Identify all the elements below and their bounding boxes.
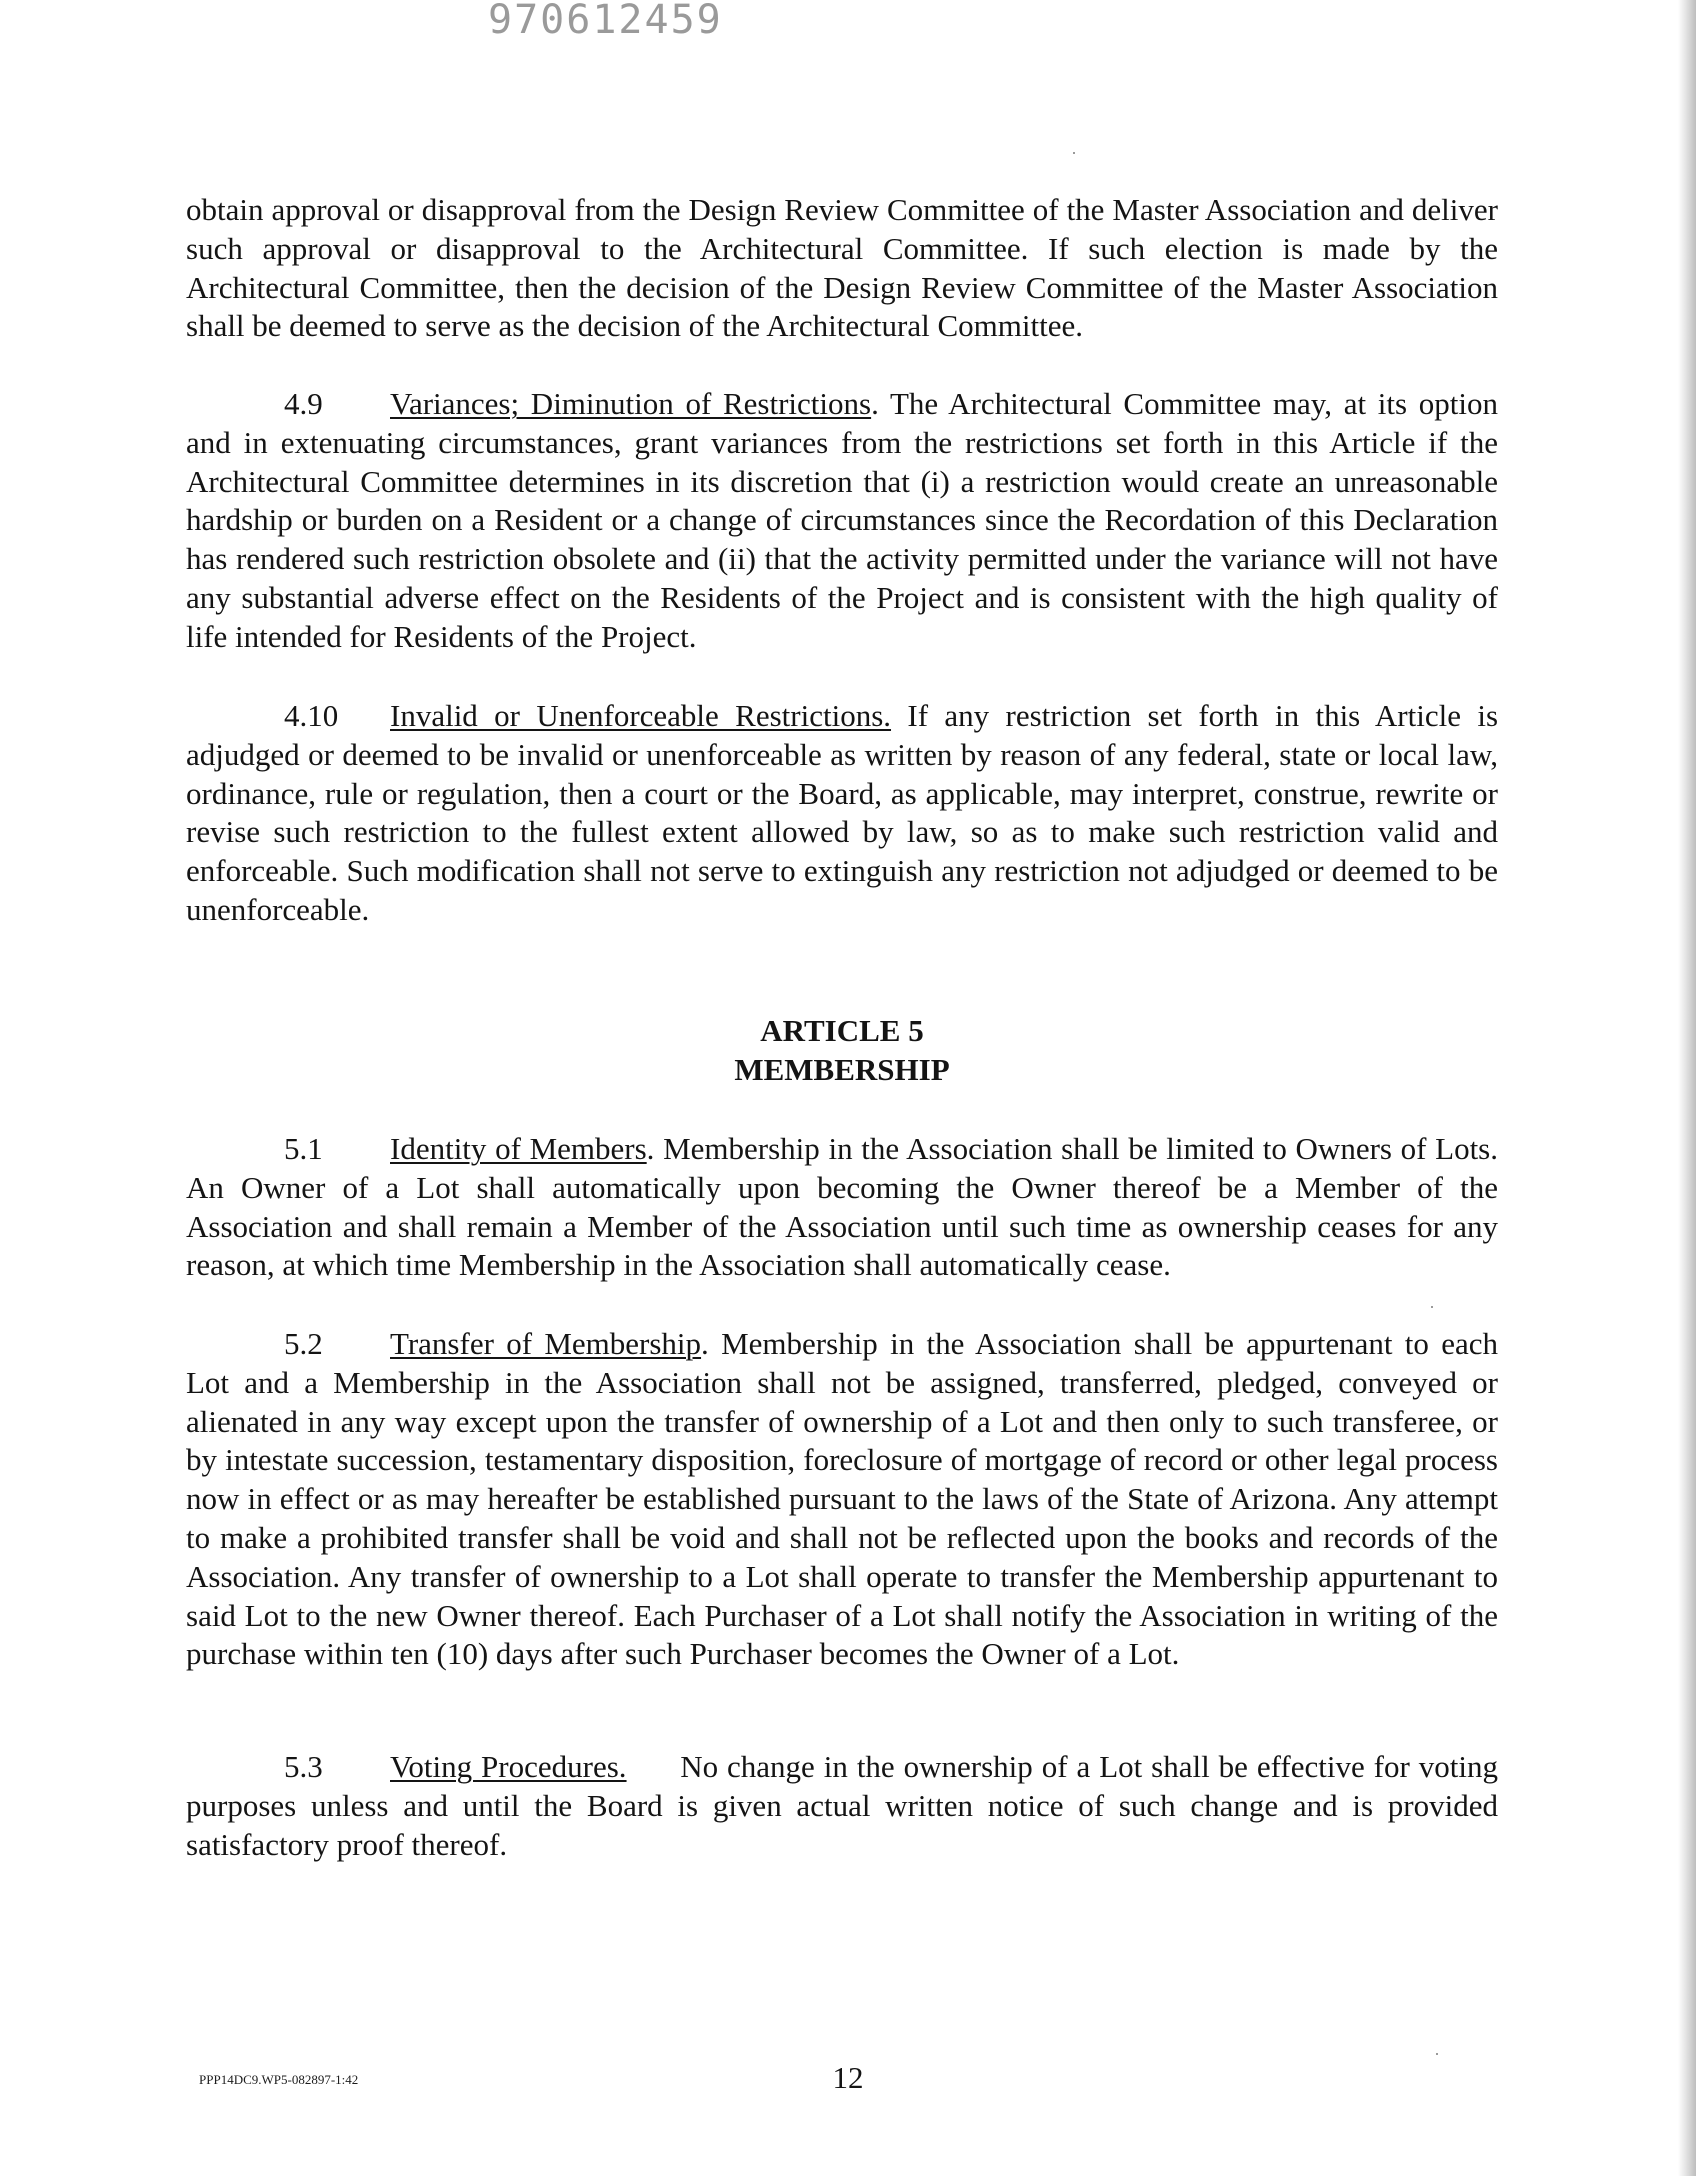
section-heading: Transfer of Membership: [390, 1326, 702, 1361]
section-4-9: [186, 385, 1498, 657]
section-text: No change in the ownership of a Lot shall be effective for voting purposes unless and until the Board is given actual written notice of such change and is provided satisfactory proof thereof.: [186, 1749, 1506, 1862]
section-number: 5.1: [284, 1131, 323, 1166]
article-title: MEMBERSHIP: [734, 1052, 950, 1087]
section-number: 4.10: [284, 698, 339, 733]
section-heading-punct: .: [871, 386, 879, 421]
section-heading: Identity of Members: [390, 1131, 647, 1166]
section-heading-punct: .: [701, 1326, 709, 1361]
section-5-3: [186, 1748, 1506, 1864]
footer-document-code: PPP14DC9.WP5-082897-1:42: [199, 2072, 359, 2087]
section-number: 5.3: [284, 1749, 323, 1784]
section-5-1: [186, 1130, 1498, 1285]
page-number: 12: [832, 2060, 864, 2095]
section-text: The Architectural Committee may, at its option and in extenuating circumstances, grant variances from the restrictions set forth in this Article if the Architectural Committee determines in its discretion that (i) a restriction would create an unreasonable hardship or burden on a Resident or a change of circumstances since the Recordation of this Declaration has rendered such restriction obsolete and (ii) that the activity permitted under the variance will not have any substantial adverse effect on the Residents of the Project and is consistent with the high quality of life intended for Residents of the Project.: [186, 386, 1498, 654]
section-text: Membership in the Association shall be appurtenant to each Lot and a Membership in the Association shall not be assigned, transferred, pledged, conveyed or alienated in any way except upon the transfer of ownership of a Lot and then only to such transferee, or by intestate succession, testamentary disposition, foreclosure of mortgage of record or other legal process now in effect or as may hereafter be established pursuant to the laws of the State of Arizona. Any attempt to make a prohibited transfer shall be void and shall not be reflected upon the books and records of the Association. Any transfer of ownership to a Lot shall operate to transfer the Membership appurtenant to said Lot to the new Owner thereof. Each Purchaser of a Lot shall notify the Association in writing of the purchase within ten (10) days after such Purchaser becomes the Owner of a Lot.: [186, 1326, 1498, 1672]
section-text: Membership in the Association shall be limited to Owners of Lots. An Owner of a Lot shall automatically upon becoming the Owner thereof be a Member of the Association and shall remain a Member of the Association until such time as ownership ceases for any reason, at which time Membership in the Association shall automatically cease.: [186, 1131, 1498, 1283]
article-label: ARTICLE 5: [760, 1013, 924, 1048]
section-5-2: [186, 1325, 1498, 1674]
section-number: 5.2: [284, 1326, 323, 1361]
paragraph-continuation: [186, 191, 1498, 346]
section-4-10: [186, 697, 1498, 930]
section-heading-punct: .: [646, 1131, 655, 1166]
scan-speck: [1073, 152, 1075, 154]
scan-edge-shadow: [1678, 0, 1696, 2176]
document-stamp-number: 970612459: [488, 0, 723, 43]
section-heading: Invalid or Unenforceable Restrictions.: [390, 698, 892, 733]
section-text: If any restriction set forth in this Article is adjudged or deemed to be invalid or unenforceable as written by reason of any federal, state or local law, ordinance, rule or regulation, then a court or the Board, as applicable, may interpret, construe, rewrite or revise such restriction to the fullest extent allowed by law, so as to make such restriction valid and enforceable. Such modification shall not serve to extinguish any restriction not adjudged or deemed to be unenforceable.: [186, 698, 1499, 927]
section-heading: Voting Procedures.: [390, 1749, 627, 1784]
scan-speck: [1436, 2053, 1438, 2055]
section-number: 4.9: [284, 386, 323, 421]
scan-speck: [1431, 1306, 1433, 1308]
paragraph-text: obtain approval or disapproval from the Design Review Committee of the Master Association and deliver such approval or disapproval to the Architectural Committee. If such election is made by the Architectural Committee, then the decision of the Design Review Committee of the Master Association shall be deemed to serve as the decision of the Architectural Committee.: [186, 192, 1498, 344]
section-heading: Variances; Diminution of Restrictions: [390, 386, 872, 421]
